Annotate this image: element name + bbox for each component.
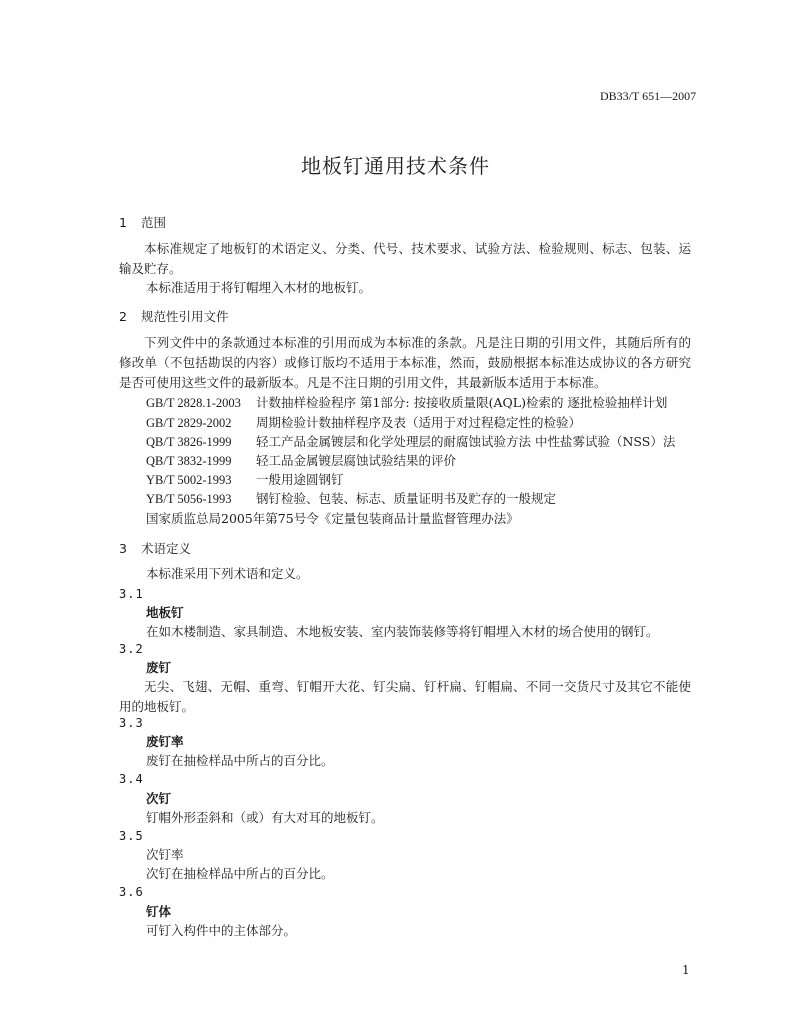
clause-number: 3.2 — [119, 642, 144, 656]
reference-title: 钢钉检验、包装、标志、质量证明书及贮存的一般规定 — [256, 491, 557, 506]
reference-row — [146, 413, 581, 431]
section-3-heading — [119, 539, 191, 557]
reference-row — [146, 432, 675, 450]
term-definition: 废钉在抽检样品中所占的百分比。 — [146, 753, 334, 768]
term-definition: 无尖、飞翅、无帽、重弯、钉帽开大花、钉尖扁、钉杆扁、钉帽扁、不同一交货尺寸及其它不能使用的地板钉。 — [119, 679, 691, 714]
clause-number: 3.1 — [119, 587, 144, 601]
clause-number: 3.4 — [119, 772, 144, 786]
standard-code: DB33/T 651—2007 — [600, 89, 697, 103]
reference-row — [146, 489, 556, 507]
clause-number: 3.5 — [119, 829, 144, 843]
term-definition: 在如木楼制造、家具制造、木地板安装、室内装饰装修等将钉帽埋入木材的场合使用的钢钉。 — [146, 624, 659, 639]
term-name: 地板钉 — [146, 605, 184, 620]
section-2-heading — [119, 307, 229, 325]
page-number: 1 — [682, 963, 690, 977]
term-name: 废钉 — [146, 660, 172, 675]
term-definition: 钉帽外形歪斜和（或）有大对耳的地板钉。 — [146, 810, 384, 825]
reference-row — [146, 470, 344, 488]
document-title: 地板钉通用技术条件 — [301, 154, 490, 178]
term-name: 钉体 — [146, 904, 172, 919]
reference-code: QB/T 3832-1999 — [146, 454, 232, 468]
scope-paragraph-1: 本标准规定了地板钉的术语定义、分类、代号、技术要求、试验方法、检验规则、标志、包装、运输及贮存。 — [119, 241, 691, 276]
reference-code: GB/T 2828.1-2003 — [146, 396, 241, 410]
reference-code: YB/T 5002-1993 — [146, 473, 232, 487]
reference-extra: 国家质监总局2005年第75号令《定量包装商品计量监督管理办法》 — [146, 511, 519, 526]
section-1-heading — [119, 213, 166, 231]
terms-intro: 本标准采用下列术语和定义。 — [146, 566, 309, 581]
reference-code: YB/T 5056-1993 — [146, 492, 232, 506]
reference-row — [146, 451, 456, 469]
reference-title: 一般用途圆钢钉 — [256, 472, 344, 487]
reference-code: GB/T 2829-2002 — [146, 416, 232, 430]
reference-title: 轻工品金属镀层腐蚀试验结果的评价 — [256, 453, 457, 468]
reference-row — [146, 393, 667, 411]
term-name: 次钉率 — [146, 847, 184, 862]
normative-references-paragraph: 下列文件中的条款通过本标准的引用而成为本标准的条款。凡是注日期的引用文件，其随后所有的修改单（不包括勘误的内容）或修订版均不适用于本标准，然而，鼓励根据本标准达成协议的各方研究是否可使用这些文件的最新版本。凡是不注日期的引用文件，其最新版本适用于本标准。 — [119, 335, 691, 390]
term-definition: 次钉在抽检样品中所占的百分比。 — [146, 866, 334, 881]
section-number: 1 — [119, 215, 127, 230]
reference-title: 周期检验计数抽样程序及表（适用于对过程稳定性的检验） — [256, 415, 582, 430]
section-number: 3 — [119, 541, 127, 556]
term-name: 次钉 — [146, 791, 172, 806]
scope-paragraph-2: 本标准适用于将钉帽埋入木材的地板钉。 — [146, 280, 372, 295]
reference-title: 轻工产品金属镀层和化学处理层的耐腐蚀试验方法 中性盐雾试验（NSS）法 — [256, 434, 676, 449]
section-title: 术语定义 — [141, 541, 192, 556]
reference-title: 计数抽样检验程序 第1部分: 按接收质量限(AQL)检索的 逐批检验抽样计划 — [256, 395, 668, 410]
section-number: 2 — [119, 309, 127, 324]
section-title: 规范性引用文件 — [141, 309, 229, 324]
term-definition: 可钉入构件中的主体部分。 — [146, 923, 297, 938]
section-title: 范围 — [141, 215, 167, 230]
clause-number: 3.6 — [119, 885, 144, 899]
clause-number: 3.3 — [119, 716, 144, 730]
reference-code: QB/T 3826-1999 — [146, 435, 232, 449]
term-name: 废钉率 — [146, 734, 184, 749]
